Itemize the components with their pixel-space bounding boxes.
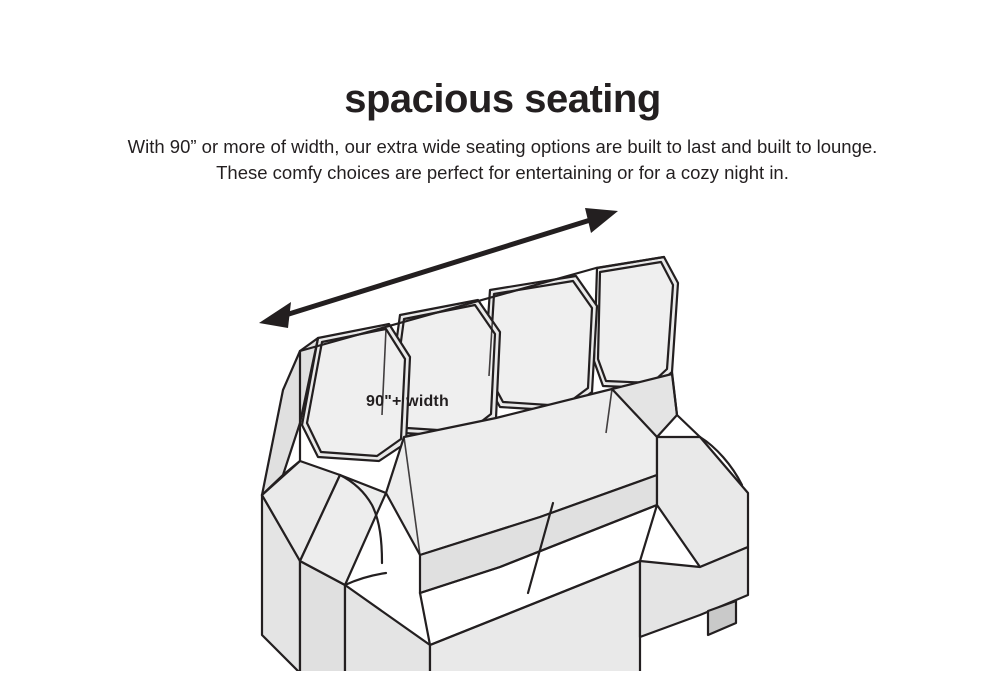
page-title: spacious seating	[344, 76, 661, 121]
sofa-diagram-svg	[0, 175, 1005, 671]
description-line-1: With 90” or more of width, our extra wide seating options are built to last and built to lounge.	[127, 135, 878, 157]
description-line-2: These comfy choices are perfect for entertaining or for a cozy night in.	[216, 162, 789, 184]
sofa-illustration	[0, 175, 1005, 671]
sofa-body	[262, 257, 748, 671]
dimension-label: 90"+ width	[366, 393, 449, 410]
